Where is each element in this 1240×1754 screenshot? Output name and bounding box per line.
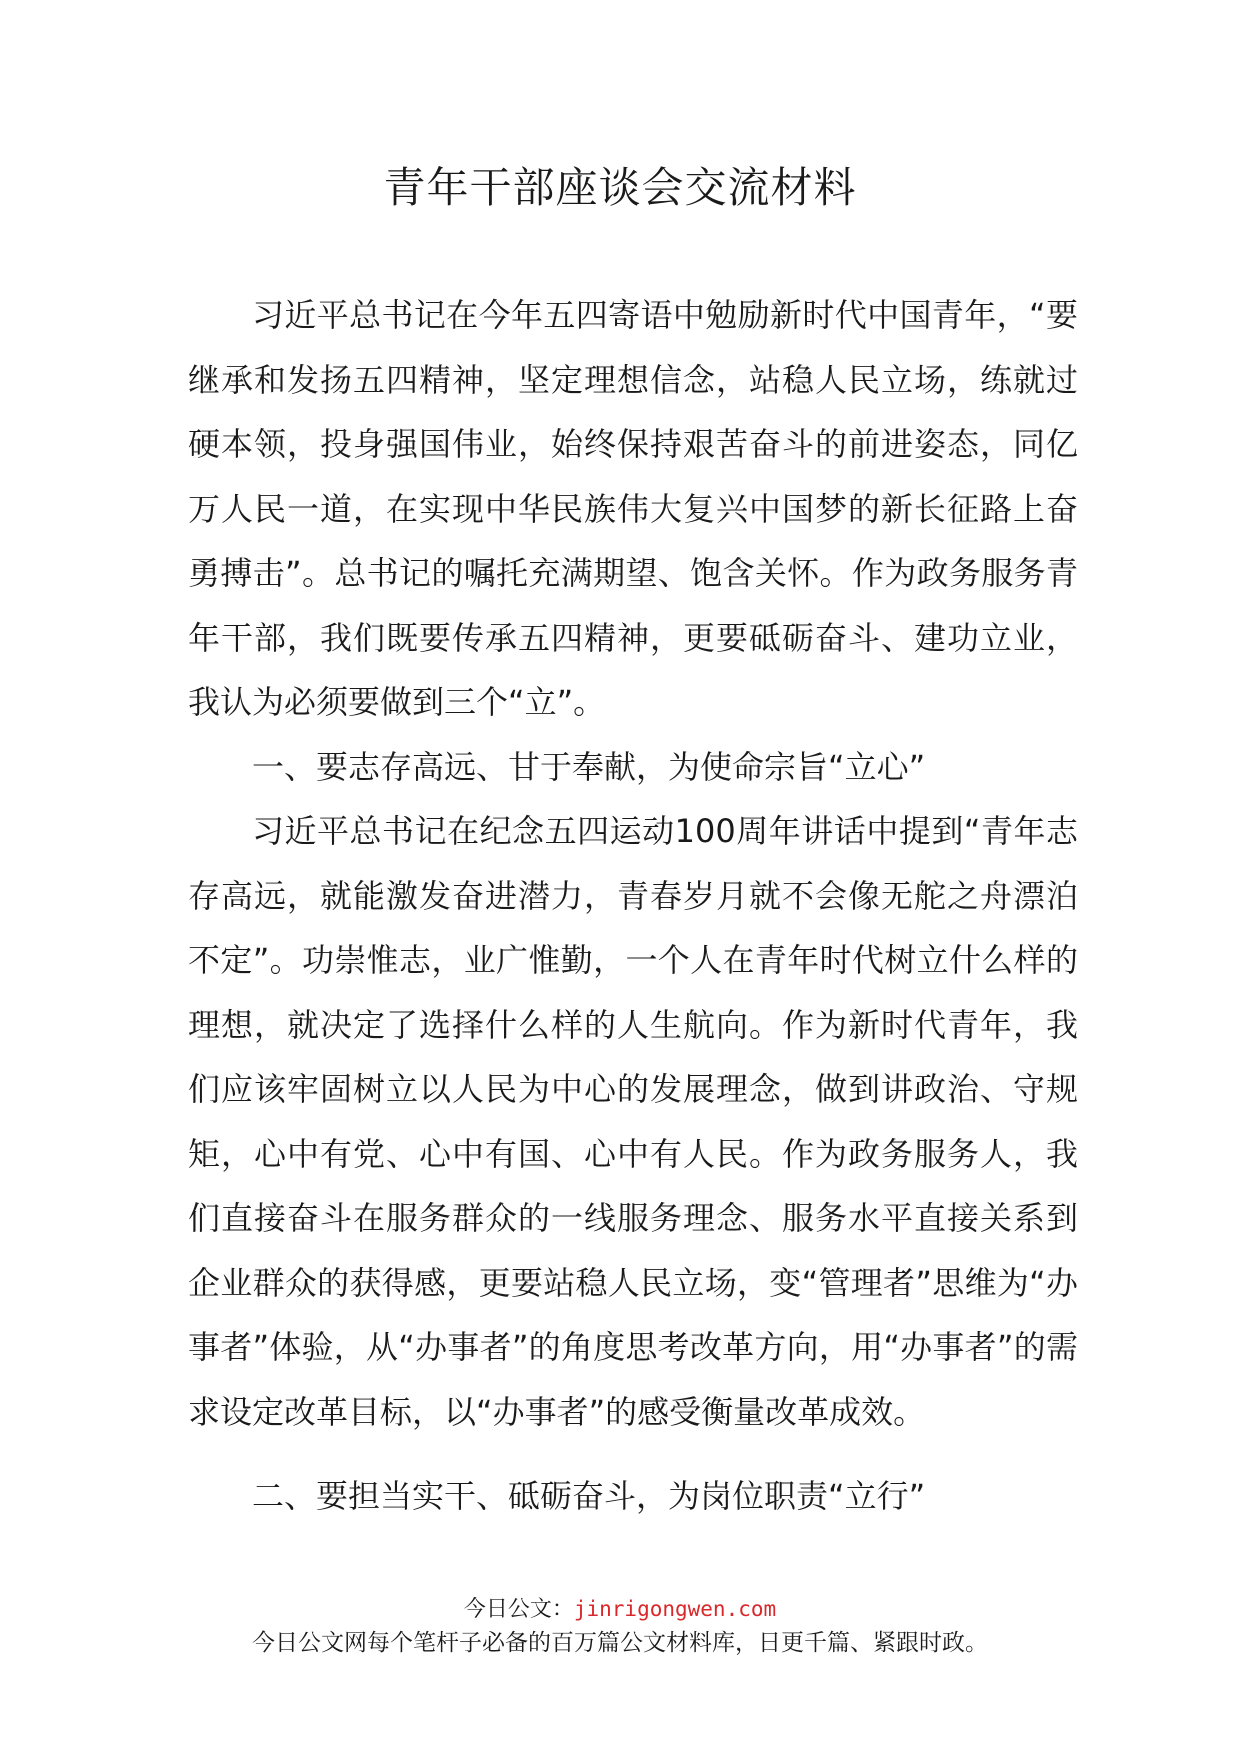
paragraph: 习近平总书记在纪念五四运动100周年讲话中提到“青年志存高远，就能激发奋进潜力，青春岁月就不会像无舵之舟漂泊不定”。功崇惟志，业广惟勤，一个人在青年时代树立什么样的理想，就决定了选择什么样的人生航向。作为新时代青年，我们应该牢固树立以人民为中心的发展理念，做到讲政治、守规矩，心中有党、心中有国、心中有人民。作为政务服务人，我们直接奋斗在服务群众的一线服务理念、服务水平直接关系到企业群众的获得感，更要站稳人民立场，变“管理者”思维为“办事者”体验，从“办事者”的角度思考改革方向，用“办事者”的需求设定改革目标，以“办事者”的感受衡量改革成效。 [188, 812, 1078, 1431]
paragraph: 习近平总书记在今年五四寄语中勉励新时代中国青年，“要继承和发扬五四精神，坚定理想信念，站稳人民立场，练就过硬本领，投身强国伟业，始终保持艰苦奋斗的前进姿态，同亿万人民一道，在实现中华民族伟大复兴中国梦的新长征路上奋勇搏击”。总书记的嘱托充满期望、饱含关怀。作为政务服务青年干部，我们既要传承五四精神，更要砥砺奋斗、建功立业，我认为必须要做到三个“立”。 [188, 296, 1078, 721]
footer-site-url[interactable]: jinrigongwen.com [573, 1597, 777, 1621]
section-heading: 一、要志存高远、甘于奉献，为使命宗旨“立心” [252, 747, 926, 786]
footer-slogan: 今日公文网每个笔杆子必备的百万篇公文材料库，日更千篇、紧跟时政。 [252, 1630, 988, 1656]
footer-site-line [0, 1594, 1240, 1625]
document-title: 青年干部座谈会交流材料 [383, 163, 857, 212]
document-body [188, 283, 1078, 1529]
footer-site-label: 今日公文： [463, 1597, 574, 1622]
section-heading: 二、要担当实干、砥砺奋斗，为岗位职责“立行” [252, 1477, 926, 1515]
